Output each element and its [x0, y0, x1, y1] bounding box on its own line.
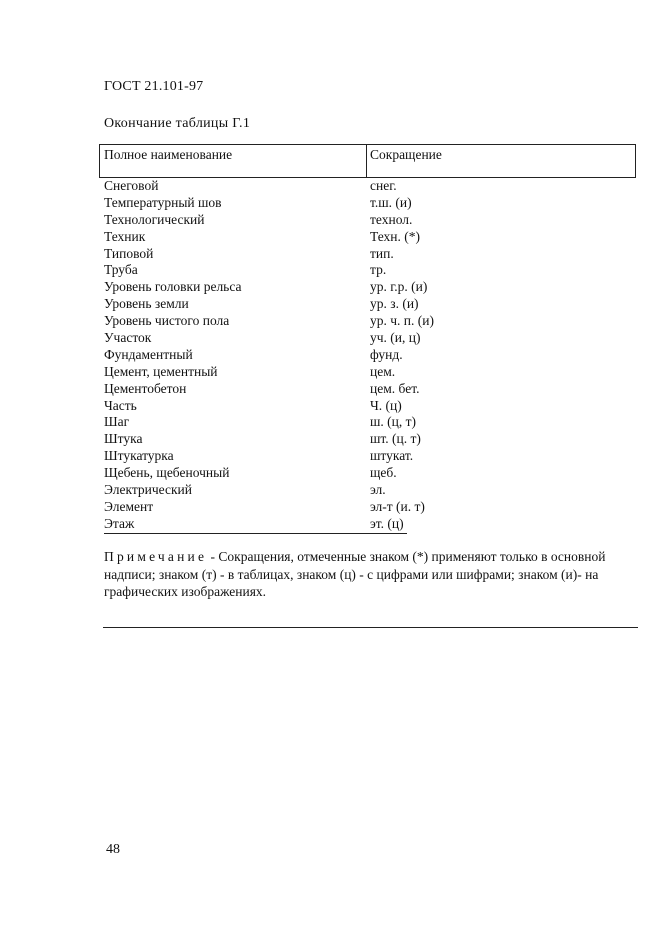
full-name-cell: Участок	[104, 330, 152, 346]
note-text: - Сокращения, отмеченные знаком (*) применяют только в основной надписи; знаком (т) - в таблицах, знаком (ц) - с цифрами или шифрами; знаком (и)- на графических изображениях.	[104, 549, 606, 599]
full-name-cell: Типовой	[104, 245, 154, 261]
table-row	[104, 313, 624, 330]
note-label: Примечание	[104, 549, 208, 564]
table-row	[104, 212, 624, 229]
table-header	[99, 144, 636, 178]
table-row	[104, 465, 624, 482]
full-name-cell: Уровень земли	[104, 296, 189, 312]
column-header-abbreviation: Сокращение	[370, 147, 442, 162]
full-name-cell: Снеговой	[104, 178, 159, 193]
abbreviation-cell: снег.	[370, 178, 397, 193]
table-row	[104, 381, 624, 398]
table-row	[104, 516, 407, 534]
table-row	[104, 279, 624, 296]
abbreviation-cell: эл.	[370, 482, 386, 498]
abbreviation-cell: Техн. (*)	[370, 228, 421, 244]
full-name-cell: Элемент	[104, 498, 154, 514]
full-name-cell: Штукатурка	[104, 448, 174, 464]
table-row	[104, 364, 624, 381]
table-row	[104, 499, 624, 516]
full-name-cell: Цемент, цементный	[104, 363, 218, 379]
full-name-cell: Фундаментный	[104, 346, 193, 362]
full-name-cell: Температурный шов	[104, 194, 222, 210]
full-name-cell: Щебень, щебеночный	[104, 465, 230, 481]
table-row	[104, 414, 624, 431]
table-note	[104, 548, 638, 601]
full-name-cell: Шаг	[104, 414, 130, 430]
abbreviation-table-body	[104, 178, 624, 534]
abbreviation-cell: цем.	[370, 363, 396, 379]
table-row	[104, 330, 624, 347]
section-rule	[103, 627, 638, 628]
full-name-cell: Уровень чистого пола	[104, 313, 230, 329]
table-row	[104, 178, 624, 195]
table-row	[104, 195, 624, 212]
abbreviation-cell: уч. (и, ц)	[370, 330, 421, 346]
abbreviation-cell: щеб.	[370, 465, 397, 481]
abbreviation-cell: эл-т (и. т)	[370, 498, 425, 514]
full-name-cell: Электрический	[104, 482, 193, 498]
abbreviation-cell: Ч. (ц)	[370, 397, 402, 413]
page-number: 48	[106, 842, 120, 857]
abbreviation-cell: эт. (ц)	[370, 515, 404, 531]
table-row	[104, 347, 624, 364]
table-row	[104, 262, 624, 279]
abbreviation-cell: цем. бет.	[370, 380, 420, 396]
abbreviation-cell: ш. (ц, т)	[370, 414, 417, 430]
abbreviation-cell: ур. ч. п. (и)	[370, 313, 434, 329]
full-name-cell: Штука	[104, 431, 143, 447]
table-row	[104, 448, 624, 465]
table-row	[104, 296, 624, 313]
full-name-cell: Цементобетон	[104, 380, 187, 396]
abbreviation-cell: тип.	[370, 245, 394, 261]
full-name-cell: Техник	[104, 228, 146, 244]
full-name-cell: Часть	[104, 397, 137, 413]
full-name-cell: Уровень головки рельса	[104, 279, 242, 295]
abbreviation-cell: ур. з. (и)	[370, 296, 419, 312]
abbreviation-cell: т.ш. (и)	[370, 194, 412, 210]
full-name-cell: Этаж	[104, 515, 135, 531]
table-caption: Окончание таблицы Г.1	[104, 116, 251, 131]
abbreviation-cell: фунд.	[370, 346, 403, 362]
column-header-full-name: Полное наименование	[104, 147, 233, 162]
column-divider	[366, 145, 367, 177]
abbreviation-cell: технол.	[370, 211, 413, 227]
abbreviation-cell: шт. (ц. т)	[370, 431, 421, 447]
table-row	[104, 398, 624, 415]
abbreviation-cell: штукат.	[370, 448, 414, 464]
table-row	[104, 229, 624, 246]
abbreviation-cell: ур. г.р. (и)	[370, 279, 428, 295]
abbreviation-cell: тр.	[370, 262, 387, 278]
standard-code: ГОСТ 21.101-97	[104, 79, 204, 94]
table-row	[104, 482, 624, 499]
full-name-cell: Труба	[104, 262, 138, 278]
table-row	[104, 246, 624, 263]
table-row	[104, 431, 624, 448]
full-name-cell: Технологический	[104, 211, 205, 227]
